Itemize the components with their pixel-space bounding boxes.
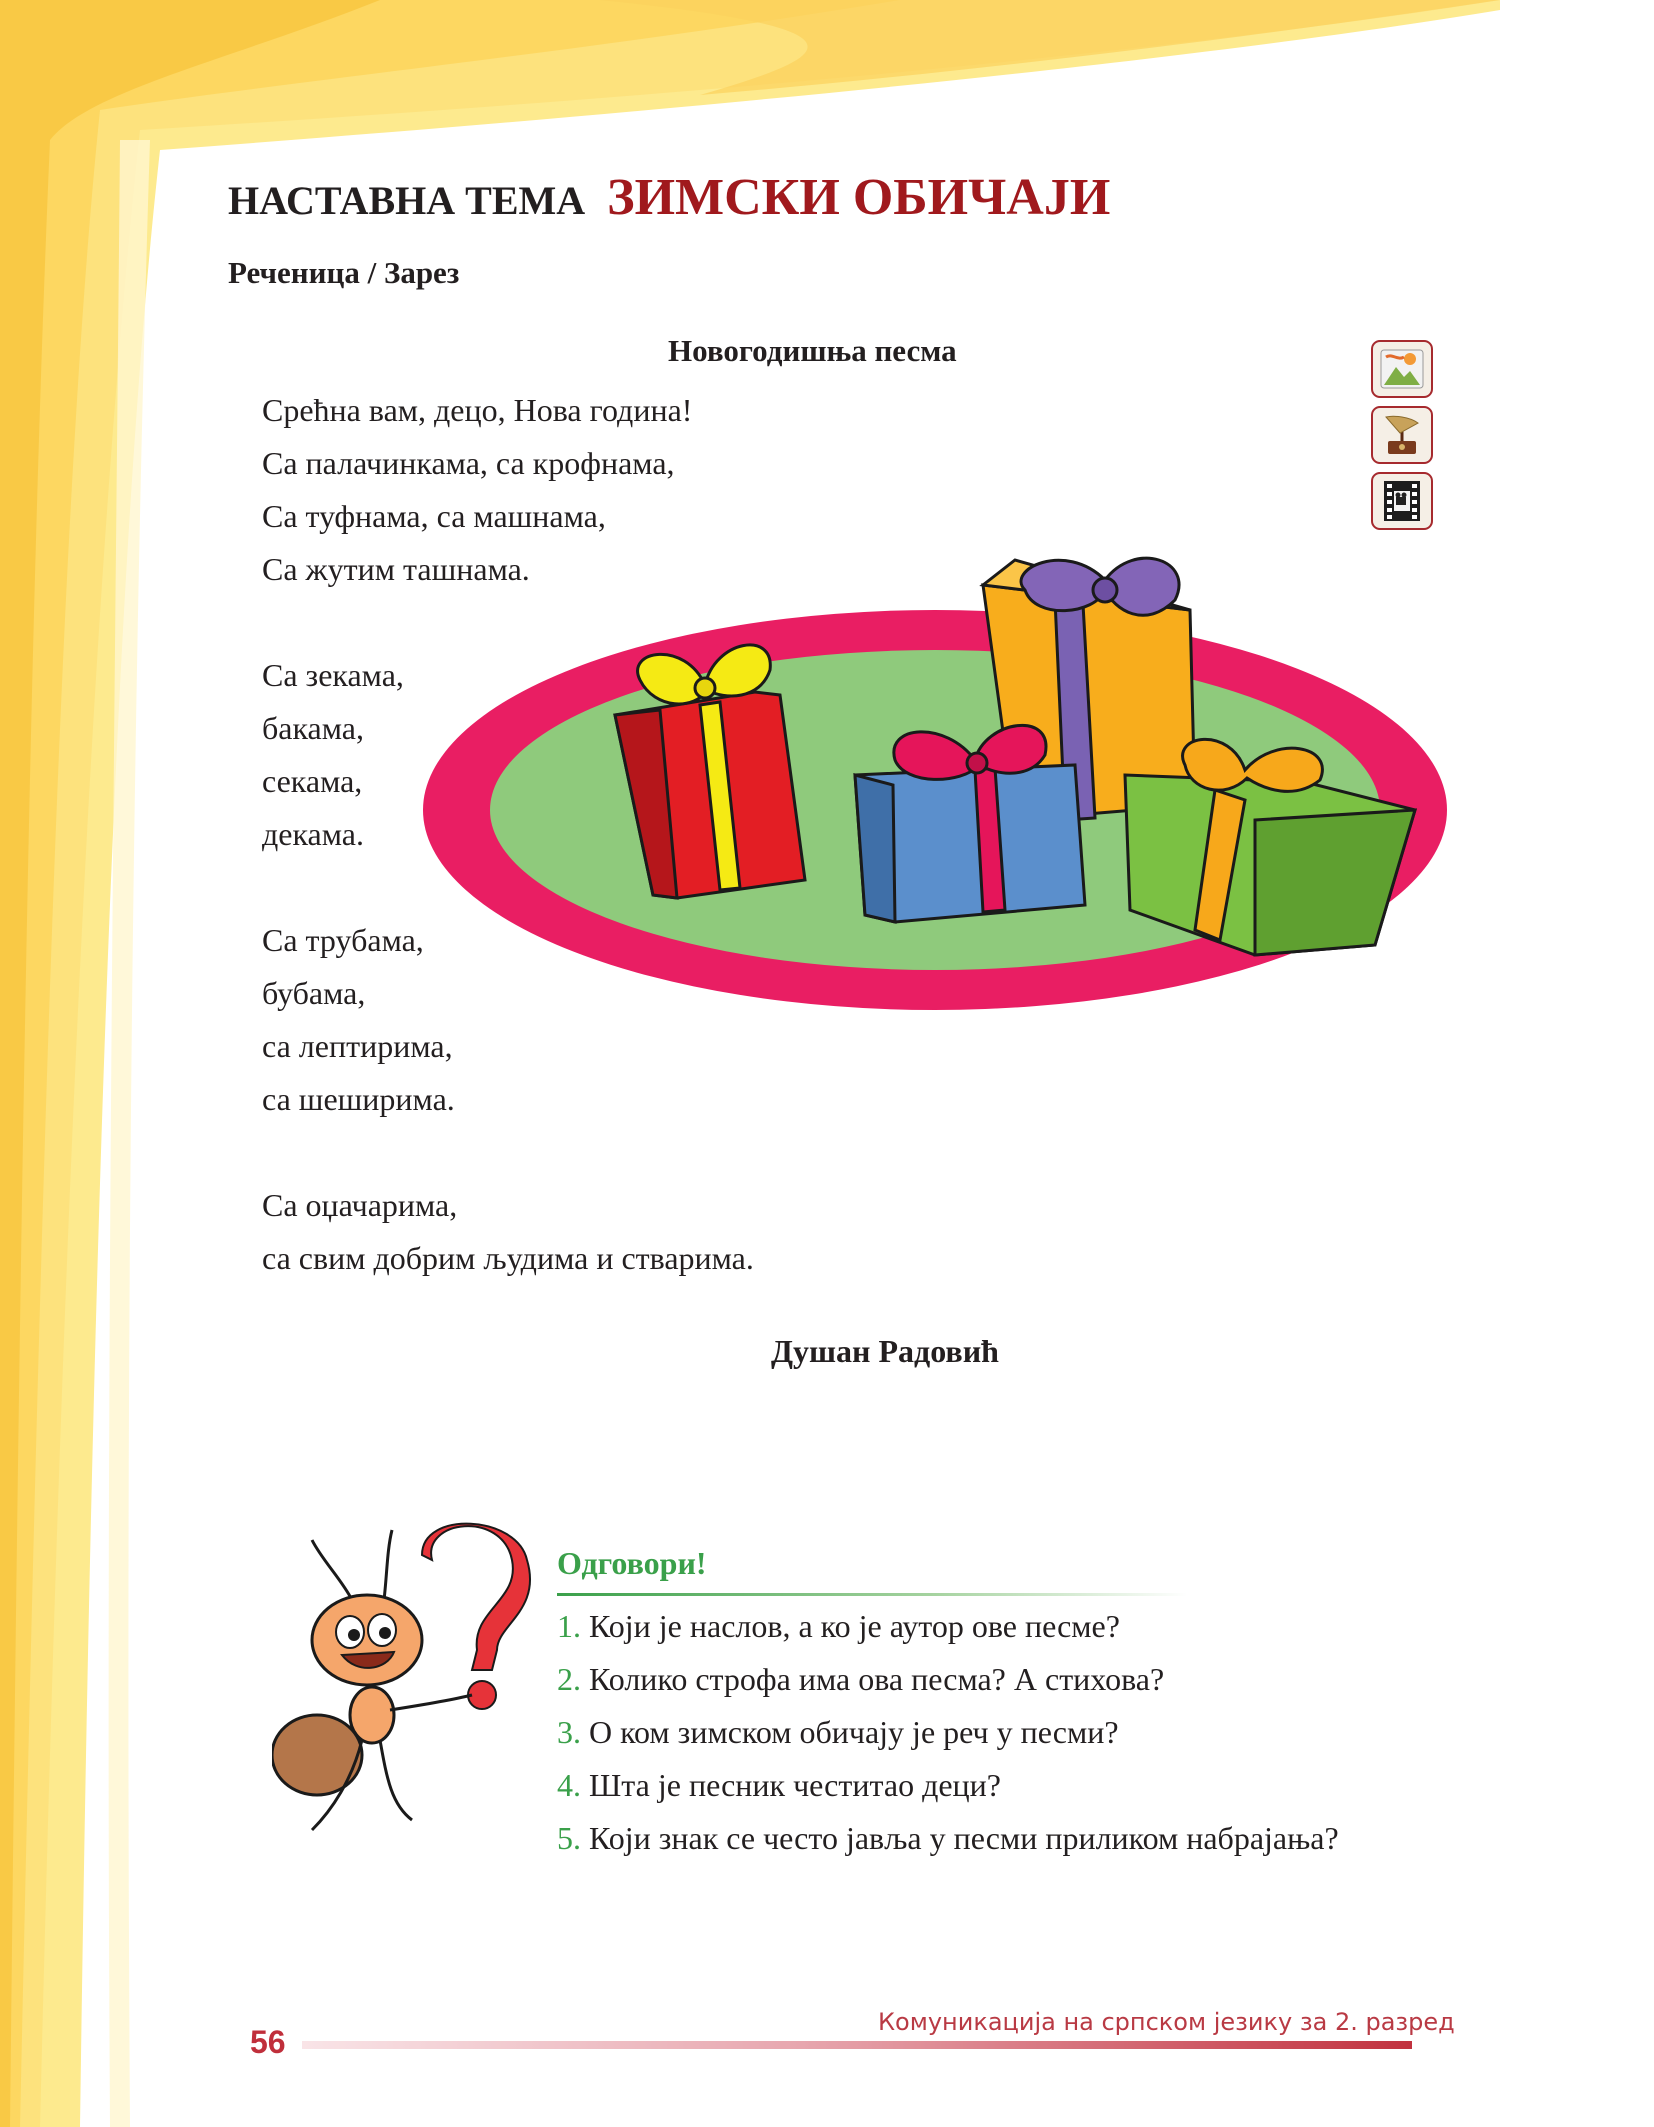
question-text: Који је наслов, а ко је аутор ове песме?	[589, 1608, 1120, 1644]
stanza	[262, 1179, 754, 1285]
answer-heading: Одговори!	[557, 1545, 707, 1581]
media-toolbar	[1371, 340, 1437, 538]
poem-line: Са трубама,	[262, 922, 424, 958]
question-number: 1.	[557, 1608, 581, 1644]
question-number: 2.	[557, 1661, 581, 1697]
gramophone-icon	[1380, 413, 1424, 457]
poem-line: бубама,	[262, 975, 366, 1011]
poem-line: са свим добрим људима и стварима.	[262, 1240, 754, 1276]
topic-title: ЗИМСКИ ОБИЧАЈИ	[607, 169, 1111, 226]
poem-line: Срећна вам, децо, Нова година!	[262, 392, 693, 428]
question-number: 3.	[557, 1714, 581, 1750]
question-list	[557, 1600, 1339, 1865]
poem-line: декама.	[262, 816, 364, 852]
question-item	[557, 1759, 1339, 1812]
answer-divider	[557, 1593, 1187, 1596]
poem-title: Новогодишња песма	[668, 333, 957, 368]
gifts-illustration	[415, 520, 1455, 1040]
question-item	[557, 1600, 1339, 1653]
book-title: Комуникација на српском језику за 2. разред	[878, 2008, 1455, 2036]
poem-line: бакама,	[262, 710, 364, 746]
question-text: Колико строфа има ова песма? А стихова?	[589, 1661, 1165, 1697]
topic-label: НАСТАВНА ТЕМА	[228, 178, 586, 223]
topic-heading	[228, 168, 1110, 227]
poem-line: секама,	[262, 763, 363, 799]
question-item	[557, 1653, 1339, 1706]
question-item	[557, 1812, 1339, 1865]
subtopic-heading: Реченица / Зарез	[228, 255, 460, 290]
poem-line: Са жутим ташнама.	[262, 551, 530, 587]
poem-line: Са палачинкама, са крофнама,	[262, 445, 675, 481]
question-text: О ком зимском обичају је реч у песми?	[589, 1714, 1119, 1750]
question-number: 5.	[557, 1820, 581, 1856]
footer-divider	[302, 2041, 1412, 2049]
poem-line: са шеширима.	[262, 1081, 455, 1117]
film-icon	[1380, 479, 1424, 523]
poem-line: Са зекама,	[262, 657, 404, 693]
question-number: 4.	[557, 1767, 581, 1803]
poem-line: Са оџачарима,	[262, 1187, 458, 1223]
picture-button[interactable]	[1371, 340, 1433, 398]
ant-mascot	[272, 1520, 532, 1850]
question-item	[557, 1706, 1339, 1759]
poem-line: Са туфнама, са машнама,	[262, 498, 606, 534]
page-number: 56	[250, 2024, 286, 2060]
picture-icon	[1380, 349, 1424, 389]
question-text: Шта је песник честитао деци?	[589, 1767, 1001, 1803]
question-text: Који знак се често јавља у песми приликом набрајања?	[589, 1820, 1339, 1856]
poem-author: Душан Радовић	[771, 1333, 999, 1369]
audio-button[interactable]	[1371, 406, 1433, 464]
poem-line: са лептирима,	[262, 1028, 453, 1064]
